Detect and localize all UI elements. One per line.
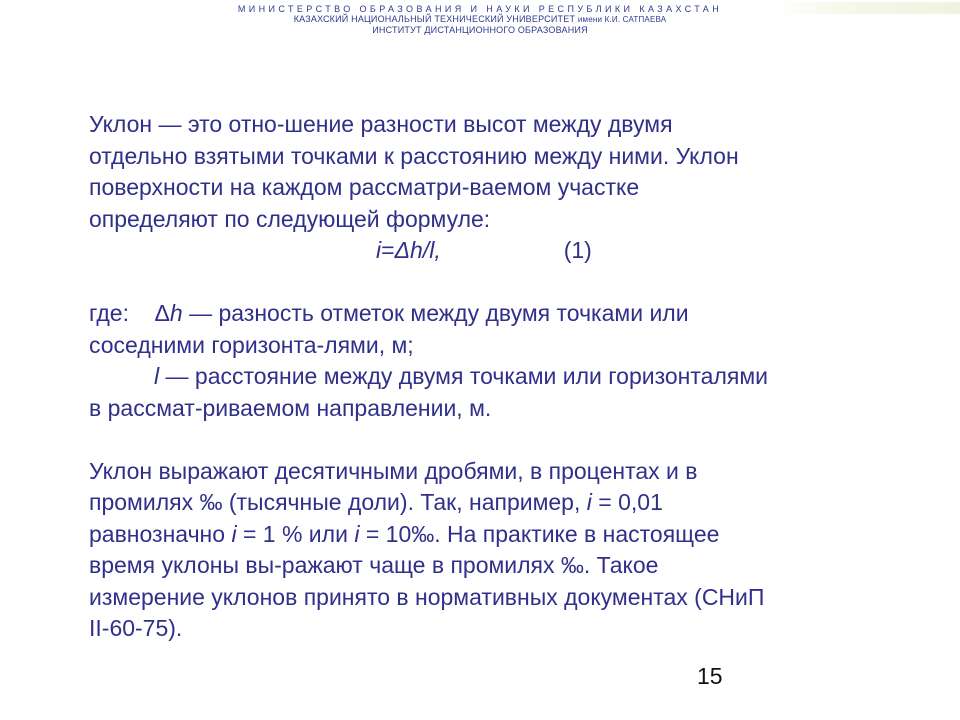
expression-line-1: Уклон выражают десятичными дробями, в процентах и в — [89, 457, 698, 484]
where-dh-text-1: — разность отметок между двумя точками или — [182, 300, 689, 326]
definition-line-2: отдельно взятыми точками к расстоянию между ними. Уклон — [89, 142, 739, 169]
expression-line-3-c: = 10‰. На практике в настоящее — [359, 520, 720, 547]
expression-line-3-b: = 1 % или — [236, 520, 355, 547]
formula-slash: / — [422, 237, 430, 263]
formula-equals: = — [381, 237, 395, 263]
expression-line-4: время уклоны вы-ражают чаще в промилях ‰. Такое — [89, 552, 659, 578]
definition-line-3: поверхности на каждом рассматри-ваемом участке — [89, 174, 640, 200]
institute-title: ИНСТИТУТ ДИСТАНЦИОННОГО ОБРАЗОВАНИЯ — [372, 24, 588, 35]
page-number: 15 — [697, 663, 723, 689]
spacer — [89, 267, 909, 299]
formula — [89, 235, 909, 267]
expression-line-5: измерение уклонов принято в нормативных документах (СНиП — [89, 583, 765, 610]
university-suffix: имени К.И. САТПАЕВА — [577, 15, 667, 25]
expression-line-6: II-60-75). — [89, 615, 183, 641]
expression-line-2-i: i — [586, 489, 592, 515]
definition-line-4: определяют по следующей формуле: — [89, 205, 491, 232]
where-dh-line-2: соседними горизонта-лями, м; — [89, 331, 414, 358]
formula-h: h — [410, 237, 423, 263]
where-l-var: l — [154, 363, 160, 389]
where-l-line-2: в рассмат-риваемом направлении, м. — [89, 394, 492, 421]
expression-line-2 — [89, 487, 909, 519]
university-main: КАЗАХСКИЙ НАЦИОНАЛЬНЫЙ ТЕХНИЧЕСКИЙ УНИВЕРСИТЕТ — [293, 14, 576, 25]
where-dh-h: h — [169, 300, 183, 326]
university-title — [0, 14, 960, 24]
formula-l: l — [429, 237, 435, 263]
formula-i: i — [376, 237, 382, 263]
definition-line-1: Уклон — это отно-шение разности высот между двумя — [89, 111, 673, 137]
spacer — [89, 424, 909, 456]
ministry-title: МИНИСТЕРСТВО ОБРАЗОВАНИЯ И НАУКИ РЕСПУБЛИКИ КАЗАХСТАН — [237, 4, 723, 14]
where-label: где: — [89, 300, 129, 326]
where-l-line-1 — [89, 361, 909, 393]
expression-line-3-i2: i — [354, 520, 360, 547]
expression-line-2-b: = 0,01 — [591, 489, 663, 515]
where-dh-delta: Δ — [154, 300, 170, 326]
formula-delta: Δ — [394, 237, 410, 263]
expression-line-3-i1: i — [231, 520, 237, 547]
where-dh-line-1 — [89, 298, 909, 330]
expression-line-3-a: равнозначно — [89, 520, 232, 547]
slide-content — [89, 109, 909, 645]
expression-line-3 — [89, 519, 909, 551]
formula-number: (1) — [563, 237, 592, 263]
formula-comma: , — [434, 237, 441, 263]
expression-line-2-a: промилях ‰ (тысячные доли). Так, например, — [89, 489, 587, 515]
where-l-text-1: — расстояние между двумя точками или горизонталями — [159, 363, 768, 389]
document-header — [0, 4, 960, 35]
